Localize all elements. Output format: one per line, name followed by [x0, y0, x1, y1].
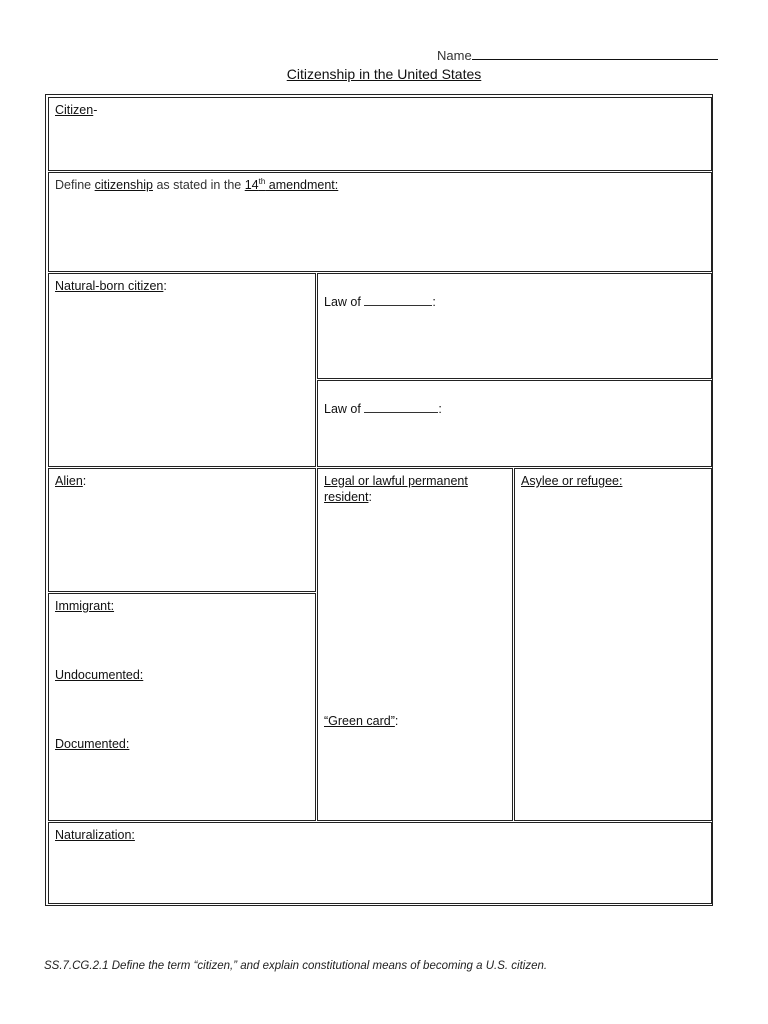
law-of-label-1: Law of: [324, 295, 365, 309]
undocumented-label: Undocumented:: [55, 668, 144, 682]
citizen-cell[interactable]: Citizen-: [48, 97, 712, 171]
law-of-label-2: Law of: [324, 402, 365, 416]
amendment-label: 14th amendment:: [244, 176, 339, 192]
naturalization-label: Naturalization:: [55, 828, 135, 842]
natural-born-label: Natural-born citizen: [55, 279, 164, 293]
documented-label: Documented:: [55, 737, 130, 751]
natural-born-citizen-cell[interactable]: Natural-born citizen:: [48, 273, 316, 467]
immigrant-label: Immigrant:: [55, 599, 115, 613]
legal-resident-label-line1: Legal or lawful permanent: [324, 474, 468, 488]
asylee-refugee-cell[interactable]: [514, 468, 712, 821]
alien-label: Alien: [55, 474, 83, 488]
law-of-cell-2[interactable]: Law of :: [317, 380, 712, 467]
naturalization-cell[interactable]: [48, 822, 712, 904]
green-card-label: “Green card”:: [324, 714, 399, 728]
immigrant-cell[interactable]: [48, 593, 316, 821]
citizenship-term: citizenship: [94, 178, 153, 192]
name-blank[interactable]: [472, 47, 718, 60]
law-of-blank-1[interactable]: [364, 294, 432, 306]
name-label: Name: [437, 48, 472, 63]
legal-resident-label-line2: resident: [324, 490, 369, 504]
page-title: Citizenship in the United States: [286, 66, 482, 82]
standard-footnote: SS.7.CG.2.1 Define the term “citizen,” and explain constitutional means of becoming a U.S. citizen.: [44, 960, 548, 972]
worksheet-frame: [45, 94, 713, 906]
define-citizenship-cell[interactable]: Define citizenship as stated in the 14th amendment:: [48, 172, 712, 272]
name-field[interactable]: [437, 47, 718, 63]
legal-permanent-resident-cell[interactable]: Legal or lawful permanent resident: “Green card”:: [317, 468, 513, 821]
alien-cell[interactable]: Alien:: [48, 468, 316, 592]
asylee-label: Asylee or refugee:: [521, 474, 623, 488]
law-of-blank-2[interactable]: [364, 401, 438, 413]
law-of-cell-1[interactable]: Law of :: [317, 273, 712, 379]
citizen-label: Citizen: [55, 103, 94, 117]
